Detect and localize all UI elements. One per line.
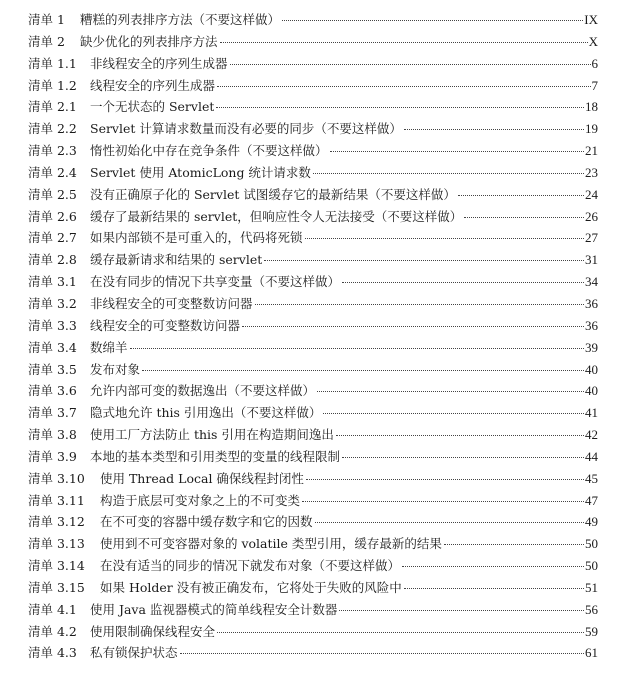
listing-title: 惰性初始化中存在竞争条件（不要这样做） xyxy=(90,143,328,159)
listing-title: 线程安全的序列生成器 xyxy=(90,77,216,93)
page-number: 7 xyxy=(591,77,598,93)
dot-leader xyxy=(313,173,584,174)
listing-number: 清单 3.14 xyxy=(28,558,85,574)
toc-entry[interactable] xyxy=(28,9,598,31)
dot-leader xyxy=(264,260,584,261)
dot-leader xyxy=(339,610,584,611)
listing-number: 清单 2.2 xyxy=(28,121,77,137)
listing-number: 清单 2.6 xyxy=(28,208,77,224)
dot-leader xyxy=(217,632,584,633)
dot-leader xyxy=(180,653,584,654)
listing-title: 缓存了最新结果的 servlet，但响应性令人无法接受（不要这样做） xyxy=(90,208,463,224)
listing-title: 一个无状态的 Servlet xyxy=(90,99,215,115)
dot-leader xyxy=(305,238,584,239)
dot-leader xyxy=(323,413,584,414)
listing-number: 清单 2.1 xyxy=(28,99,77,115)
dot-leader xyxy=(336,435,584,436)
page-number: 42 xyxy=(585,427,598,443)
listing-number: 清单 3.9 xyxy=(28,448,77,464)
listing-number: 清单 3.3 xyxy=(28,317,77,333)
dot-leader xyxy=(404,588,584,589)
listing-title: Servlet 使用 AtomicLong 统计请求数 xyxy=(90,164,311,180)
listing-title: 非线程安全的序列生成器 xyxy=(90,55,228,71)
listing-title: 使用 Thread Local 确保线程封闭性 xyxy=(100,470,304,486)
listing-number: 清单 2.8 xyxy=(28,252,77,268)
dot-leader xyxy=(242,326,584,327)
page-number: 40 xyxy=(585,361,598,377)
page-number: 40 xyxy=(585,383,598,399)
dot-leader xyxy=(302,501,584,502)
toc-entry[interactable] xyxy=(28,271,598,293)
listing-title: 使用 Java 监视器模式的简单线程安全计数器 xyxy=(90,601,338,617)
listing-number: 清单 2.3 xyxy=(28,143,77,159)
page-number: 56 xyxy=(585,601,598,617)
page-number: 36 xyxy=(585,317,598,333)
dot-leader xyxy=(464,217,584,218)
toc-entry[interactable] xyxy=(28,31,598,53)
listing-title: 私有锁保护状态 xyxy=(90,645,178,661)
dot-leader xyxy=(220,42,588,43)
listing-title: 如果 Holder 没有被正确发布，它将处于失败的风险中 xyxy=(100,579,402,595)
dot-leader xyxy=(216,107,584,108)
page-number: 50 xyxy=(585,536,598,552)
dot-leader xyxy=(317,391,584,392)
listing-number: 清单 3.10 xyxy=(28,470,85,486)
dot-leader xyxy=(444,544,584,545)
page-number: 61 xyxy=(585,645,598,661)
page-number: 41 xyxy=(585,405,598,421)
listing-title: 缺少优化的列表排序方法 xyxy=(80,33,218,49)
listing-title: 糟糕的列表排序方法（不要这样做） xyxy=(80,12,281,27)
page-number: 19 xyxy=(585,121,598,137)
listing-number: 清单 1 xyxy=(28,12,65,27)
listing-number: 清单 2 xyxy=(28,33,65,49)
dot-leader xyxy=(130,348,584,349)
dot-leader xyxy=(342,457,584,458)
listing-title: 允许内部可变的数据逸出（不要这样做） xyxy=(90,383,316,399)
toc-entry[interactable] xyxy=(28,446,598,468)
dot-leader xyxy=(306,479,584,480)
listing-title: 数绵羊 xyxy=(90,339,128,355)
page-number: 18 xyxy=(585,99,598,115)
dot-leader xyxy=(404,129,584,130)
page-number: 51 xyxy=(585,579,598,595)
page-number: 27 xyxy=(585,230,598,246)
toc-entry[interactable] xyxy=(28,599,598,621)
toc-entry[interactable] xyxy=(28,96,598,118)
dot-leader xyxy=(142,370,584,371)
page-number: 21 xyxy=(585,143,598,159)
listing-number: 清单 4.1 xyxy=(28,601,77,617)
page-number: 50 xyxy=(585,558,598,574)
toc-entry[interactable] xyxy=(28,555,598,577)
dot-leader xyxy=(330,151,584,152)
page-number: 36 xyxy=(585,295,598,311)
listing-title: 使用限制确保线程安全 xyxy=(90,623,216,639)
listing-number: 清单 3.8 xyxy=(28,427,77,443)
listing-title: 线程安全的可变整数访问器 xyxy=(90,317,241,333)
listing-number: 清单 3.6 xyxy=(28,383,77,399)
listing-number: 清单 2.4 xyxy=(28,164,77,180)
toc-entry[interactable] xyxy=(28,424,598,446)
dot-leader xyxy=(402,566,584,567)
listing-title: 使用工厂方法防止 this 引用在构造期间逸出 xyxy=(90,427,334,443)
page-number: 24 xyxy=(585,186,598,202)
listing-number: 清单 4.2 xyxy=(28,623,77,639)
toc-entry[interactable] xyxy=(28,293,598,315)
dot-leader xyxy=(255,304,584,305)
listing-number: 清单 4.3 xyxy=(28,645,77,661)
toc-entry[interactable] xyxy=(28,402,598,424)
page-number: 26 xyxy=(585,208,598,224)
toc-entry[interactable] xyxy=(28,227,598,249)
listing-number: 清单 3.5 xyxy=(28,361,77,377)
listing-number: 清单 3.12 xyxy=(28,514,85,530)
page-number: 6 xyxy=(591,55,598,71)
toc-entry[interactable] xyxy=(28,490,598,512)
page-number: 44 xyxy=(585,448,598,464)
listing-title: 非线程安全的可变整数访问器 xyxy=(90,295,253,311)
dot-leader xyxy=(230,64,591,65)
listing-title: 没有正确原子化的 Servlet 试图缓存它的最新结果（不要这样做） xyxy=(90,186,456,202)
toc-entry[interactable] xyxy=(28,533,598,555)
page-number: 31 xyxy=(585,252,598,268)
listing-title: 本地的基本类型和引用类型的变量的线程限制 xyxy=(90,448,341,464)
toc-entry[interactable] xyxy=(28,468,598,490)
listings-table-of-contents xyxy=(28,9,598,664)
listing-title: 如果内部锁不是可重入的，代码将死锁 xyxy=(90,230,303,246)
toc-entry[interactable] xyxy=(28,315,598,337)
toc-entry[interactable] xyxy=(28,75,598,97)
toc-entry[interactable] xyxy=(28,380,598,402)
dot-leader xyxy=(217,86,590,87)
listing-number: 清单 3.7 xyxy=(28,405,77,421)
listing-number: 清单 3.13 xyxy=(28,536,85,552)
page-number: 45 xyxy=(585,470,598,486)
page-number: 23 xyxy=(585,164,598,180)
listing-number: 清单 3.1 xyxy=(28,274,77,290)
page-number: 34 xyxy=(585,274,598,290)
page-number: 47 xyxy=(585,492,598,508)
listing-title: 使用到不可变容器对象的 volatile 类型引用，缓存最新的结果 xyxy=(100,536,442,552)
dot-leader xyxy=(458,195,584,196)
listing-title: 发布对象 xyxy=(90,361,141,377)
listing-number: 清单 3.2 xyxy=(28,295,77,311)
toc-entry[interactable] xyxy=(28,621,598,643)
page-number: 39 xyxy=(585,339,598,355)
listing-number: 清单 2.5 xyxy=(28,186,77,202)
listing-title: 在没有适当的同步的情况下就发布对象（不要这样做） xyxy=(100,558,401,574)
page-number: 49 xyxy=(585,514,598,530)
page-number: X xyxy=(588,33,598,49)
listing-number: 清单 1.2 xyxy=(28,77,77,93)
toc-entry[interactable] xyxy=(28,359,598,381)
listing-title: 在没有同步的情况下共享变量（不要这样做） xyxy=(90,274,341,290)
page-number: 59 xyxy=(585,623,598,639)
listing-number: 清单 3.11 xyxy=(28,492,85,508)
dot-leader xyxy=(282,20,583,21)
listing-number: 清单 1.1 xyxy=(28,55,77,71)
listing-title: Servlet 计算请求数量而没有必要的同步（不要这样做） xyxy=(90,121,402,137)
toc-entry[interactable] xyxy=(28,249,598,271)
listing-number: 清单 3.4 xyxy=(28,339,77,355)
page-number: IX xyxy=(584,12,598,27)
toc-entry[interactable] xyxy=(28,53,598,75)
toc-entry[interactable] xyxy=(28,118,598,140)
toc-entry[interactable] xyxy=(28,642,598,664)
toc-entry[interactable] xyxy=(28,140,598,162)
listing-number: 清单 2.7 xyxy=(28,230,77,246)
toc-entry[interactable] xyxy=(28,511,598,533)
listing-title: 在不可变的容器中缓存数字和它的因数 xyxy=(100,514,313,530)
listing-title: 隐式地允许 this 引用逸出（不要这样做） xyxy=(90,405,322,421)
toc-entry[interactable] xyxy=(28,337,598,359)
toc-entry[interactable] xyxy=(28,162,598,184)
toc-entry[interactable] xyxy=(28,184,598,206)
dot-leader xyxy=(342,282,584,283)
dot-leader xyxy=(315,522,584,523)
toc-entry[interactable] xyxy=(28,206,598,228)
listing-title: 构造于底层可变对象之上的不可变类 xyxy=(100,492,301,508)
listing-title: 缓存最新请求和结果的 servlet xyxy=(90,252,263,268)
listing-number: 清单 3.15 xyxy=(28,579,85,595)
toc-entry[interactable] xyxy=(28,577,598,599)
